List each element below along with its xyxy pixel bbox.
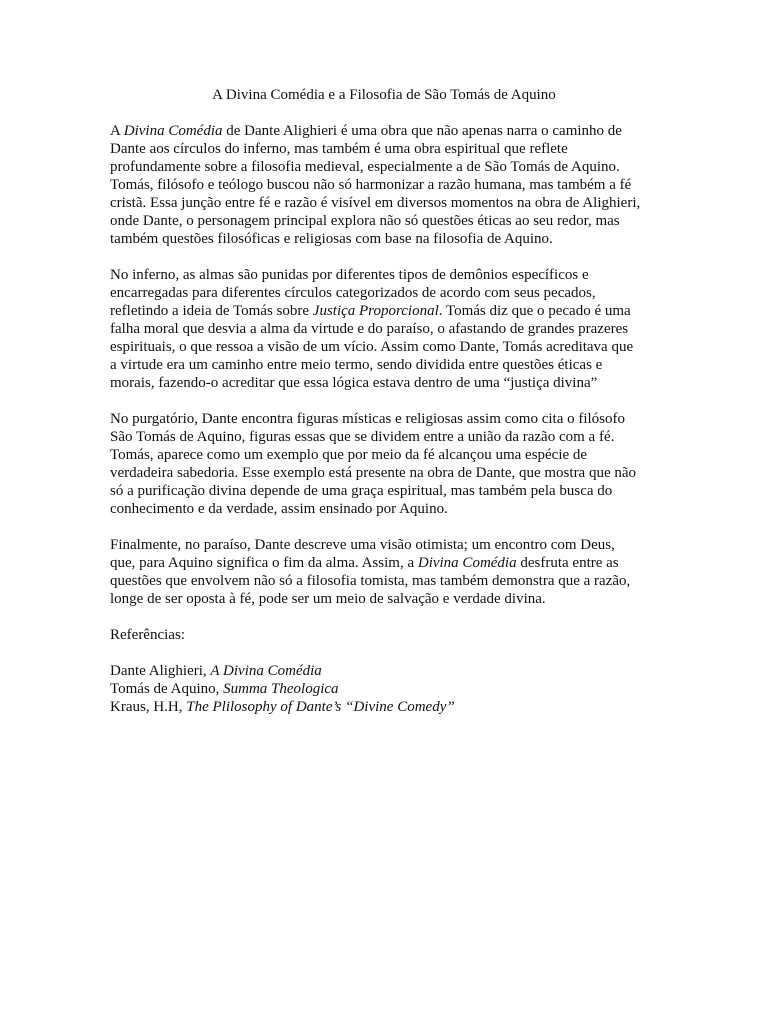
text-line: No inferno, as almas são punidas por diferentes tipos de demônios específicos e (110, 267, 589, 283)
text-line: verdadeira sabedoria. Esse exemplo está presente na obra de Dante, que mostra que não (110, 465, 637, 481)
text-line: Kraus, H.H, The Plilosophy of Dante’s “Divine Comedy” (110, 699, 455, 715)
text-line: Tomás de Aquino, Summa Theologica (110, 681, 339, 697)
text-line: Dante Alighieri, A Divina Comédia (110, 663, 322, 679)
paragraph-spacer (110, 644, 670, 662)
text-line: onde Dante, o personagem principal explora não só questões éticas ao seu redor, mas (110, 213, 620, 229)
document-title: A Divina Comédia e a Filosofia de São Tomás de Aquino (212, 87, 556, 103)
text-line: Tomás, aparece como um exemplo que por meio da fé alcançou uma espécie de (110, 447, 588, 463)
italic-text: The Plilosophy of Dante’s “Divine Comedy” (186, 699, 455, 715)
text-line: a virtude era um caminho entre meio termo, sendo dividida entre questões éticas e (110, 357, 603, 373)
text-line: No purgatório, Dante encontra figuras místicas e religiosas assim como cita o filósofo (110, 411, 626, 427)
text-line: cristã. Essa junção entre fé e razão é visível em diversos momentos na obra de Alighieri, (110, 195, 641, 211)
text-line: Finalmente, no paraíso, Dante descreve uma visão otimista; um encontro com Deus, (110, 537, 615, 553)
text-line: conhecimento e da verdade, assim ensinado por Aquino. (110, 501, 448, 517)
document-body (110, 122, 670, 716)
text-line: só a purificação divina depende de uma graça espiritual, mas também pela busca do (110, 483, 613, 499)
references-heading: Referências: (110, 627, 185, 643)
text-line: longe de ser oposta à fé, pode ser um meio de salvação e verdade divina. (110, 591, 546, 607)
paragraph-spacer (110, 518, 670, 536)
text-line: encarregadas para diferentes círculos categorizados de acordo com seus pecados, (110, 285, 596, 301)
text-line: profundamente sobre a filosofia medieval, especialmente a de São Tomás de Aquino. (110, 159, 620, 175)
text-line: A Divina Comédia de Dante Alighieri é uma obra que não apenas narra o caminho de (110, 123, 622, 139)
paragraph (110, 266, 670, 392)
paragraph (110, 122, 670, 248)
paragraph-spacer (110, 248, 670, 266)
italic-text: Divina Comédia (123, 123, 223, 139)
italic-text: Justiça Proporcional (312, 303, 439, 319)
paragraph (110, 536, 670, 608)
references-list (110, 662, 670, 716)
text-line: refletindo a ideia de Tomás sobre Justiça Proporcional. Tomás diz que o pecado é uma (110, 303, 631, 319)
paragraph-spacer (110, 392, 670, 410)
italic-text: A Divina Comédia (210, 663, 322, 679)
text-line: também questões filosóficas e religiosas com base na filosofia de Aquino. (110, 231, 553, 247)
paragraph-spacer (110, 608, 670, 626)
text-line: que, para Aquino significa o fim da alma. Assim, a Divina Comédia desfruta entre as (110, 555, 619, 571)
italic-text: Divina Comédia (417, 555, 517, 571)
paragraph (110, 410, 670, 518)
text-line: São Tomás de Aquino, figuras essas que se dividem entre a união da razão com a fé. (110, 429, 615, 445)
text-line: questões que envolvem não só a filosofia tomista, mas também demonstra que a razão, (110, 573, 631, 589)
text-line: Dante aos círculos do inferno, mas também é uma obra espiritual que reflete (110, 141, 568, 157)
italic-text: Summa Theologica (223, 681, 339, 697)
text-line: Tomás, filósofo e teólogo buscou não só harmonizar a razão humana, mas também a fé (110, 177, 632, 193)
text-line: morais, fazendo-o acreditar que essa lógica estava dentro de uma “justiça divina” (110, 375, 598, 391)
text-line: espirituais, o que ressoa a visão de um vício. Assim como Dante, Tomás acreditava que (110, 339, 634, 355)
text-line: falha moral que desvia a alma da virtude e do paraíso, o afastando de grandes prazeres (110, 321, 629, 337)
